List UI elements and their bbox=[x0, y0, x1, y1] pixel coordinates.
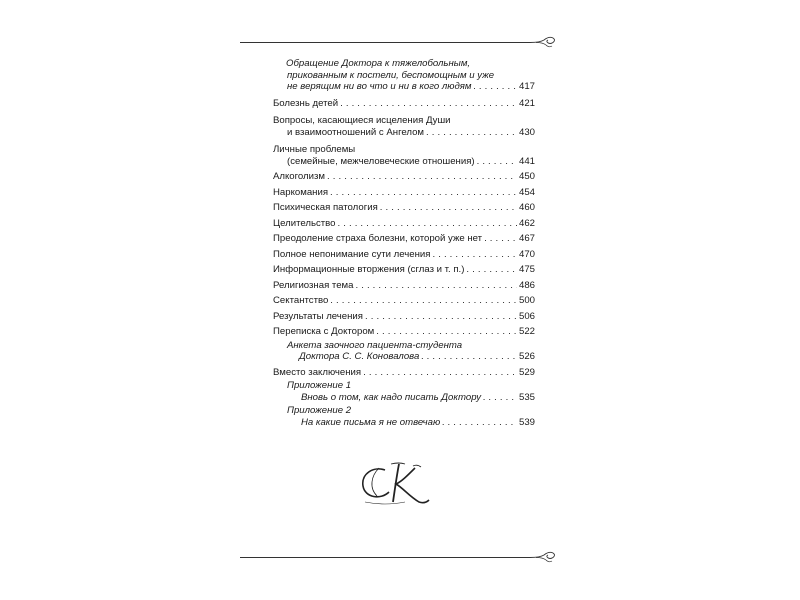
toc-page-number: 470 bbox=[518, 248, 535, 260]
table-of-contents bbox=[273, 58, 535, 428]
toc-entry bbox=[273, 264, 535, 276]
dot-leader bbox=[376, 326, 517, 338]
dot-leader bbox=[340, 98, 517, 110]
toc-page-number: 535 bbox=[518, 391, 535, 403]
toc-entry bbox=[273, 340, 535, 363]
toc-page-number: 460 bbox=[518, 202, 535, 213]
dot-leader bbox=[426, 127, 517, 139]
toc-page-number: 486 bbox=[518, 279, 535, 291]
sk-monogram-logo bbox=[355, 458, 435, 508]
toc-entry bbox=[273, 98, 535, 110]
toc-entry-title-line: Вновь о том, как надо писать Доктору bbox=[301, 391, 482, 403]
toc-page-number: 454 bbox=[518, 186, 535, 198]
toc-entry-title-line: Религиозная тема bbox=[273, 279, 354, 291]
toc-entry-title-line: Анкета заочного пациента-студента bbox=[287, 339, 463, 351]
toc-page-number: 462 bbox=[518, 217, 535, 229]
dot-leader bbox=[474, 81, 517, 93]
toc-entry-title-line: Болезнь детей bbox=[273, 97, 339, 109]
toc-entry-title-line: Психическая патология bbox=[273, 202, 378, 213]
toc-entry bbox=[273, 280, 535, 292]
toc-entry-title-line: Целительство bbox=[273, 217, 336, 229]
toc-page-number: 526 bbox=[518, 351, 535, 362]
toc-entry-title-line: Личные проблемы bbox=[273, 144, 356, 155]
toc-entry-title-line: Вместо заключения bbox=[273, 366, 362, 378]
toc-page-number: 500 bbox=[518, 295, 535, 306]
toc-entry bbox=[273, 187, 535, 199]
toc-entry-title-line: Приложение 2 bbox=[287, 405, 352, 416]
dot-leader bbox=[330, 295, 517, 307]
toc-entry bbox=[273, 405, 535, 428]
top-ornament-rule bbox=[240, 34, 558, 50]
toc-entry bbox=[273, 326, 535, 338]
toc-entry bbox=[273, 171, 535, 183]
toc-entry-title-line: Переписка с Доктором bbox=[273, 326, 375, 337]
dot-leader bbox=[477, 156, 517, 168]
toc-page-number: 430 bbox=[518, 126, 535, 138]
toc-entry-title-line: Полное непонимание сути лечения bbox=[273, 248, 431, 260]
toc-entry bbox=[273, 58, 535, 93]
dot-leader bbox=[365, 311, 517, 323]
toc-entry bbox=[273, 380, 535, 403]
toc-page-number: 441 bbox=[518, 155, 535, 167]
toc-entry-title-line: Приложение 1 bbox=[287, 380, 352, 391]
dot-leader bbox=[330, 187, 517, 199]
toc-entry-title-line: Информационные вторжения (сглаз и т. п.) bbox=[273, 264, 465, 275]
dot-leader bbox=[380, 202, 517, 214]
toc-entry-title-line: Обращение Доктора к тяжелобольным, bbox=[286, 58, 471, 69]
toc-entry bbox=[273, 218, 535, 230]
dot-leader bbox=[363, 367, 517, 379]
toc-entry-title-line: Результаты лечения bbox=[273, 310, 363, 322]
dot-leader bbox=[338, 218, 517, 230]
toc-entry-title-line: и взаимоотношений с Ангелом bbox=[287, 126, 425, 138]
toc-entry-title-line: (семейные, межчеловеческие отношения) bbox=[287, 155, 475, 167]
toc-entry-title-line: прикованным к постели, беспомощным и уже bbox=[287, 69, 495, 81]
toc-entry bbox=[273, 295, 535, 307]
toc-page-number: 421 bbox=[518, 97, 535, 109]
toc-page-number: 467 bbox=[518, 233, 535, 244]
toc-entry bbox=[273, 115, 535, 138]
toc-page-number: 417 bbox=[518, 81, 535, 92]
toc-entry-title-line: На какие письма я не отвечаю bbox=[301, 416, 441, 428]
toc-entry-title-line: Доктора С. С. Коновалова bbox=[299, 351, 420, 362]
dot-leader bbox=[327, 171, 517, 183]
toc-entry-title-line: Алкоголизм bbox=[273, 171, 326, 182]
toc-entry bbox=[273, 233, 535, 245]
toc-entry-title-line: не верящим ни во что и ни в кого людям bbox=[287, 81, 472, 92]
toc-entry-title-line: Преодоление страха болезни, которой уже нет bbox=[273, 233, 483, 244]
toc-entry-title-line: Сектантство bbox=[273, 295, 329, 306]
toc-page-number: 506 bbox=[518, 310, 535, 322]
toc-page-number: 450 bbox=[518, 171, 535, 182]
toc-page-number: 522 bbox=[518, 326, 535, 337]
toc-entry bbox=[273, 202, 535, 214]
toc-page-number: 475 bbox=[518, 264, 535, 275]
toc-entry bbox=[273, 249, 535, 261]
dot-leader bbox=[466, 264, 517, 276]
toc-page-number: 529 bbox=[518, 366, 535, 378]
dot-leader bbox=[355, 280, 517, 292]
dot-leader bbox=[432, 249, 517, 261]
toc-entry-title-line: Наркомания bbox=[273, 186, 329, 198]
toc-entry bbox=[273, 367, 535, 379]
toc-entry bbox=[273, 311, 535, 323]
toc-entry-title-line: Вопросы, касающиеся исцеления Души bbox=[273, 115, 451, 126]
dot-leader bbox=[484, 233, 517, 245]
dot-leader bbox=[483, 392, 517, 404]
dot-leader bbox=[442, 417, 517, 429]
toc-page-number: 539 bbox=[518, 416, 535, 428]
toc-entry bbox=[273, 144, 535, 167]
dot-leader bbox=[421, 351, 517, 363]
bottom-ornament-rule bbox=[240, 549, 558, 565]
